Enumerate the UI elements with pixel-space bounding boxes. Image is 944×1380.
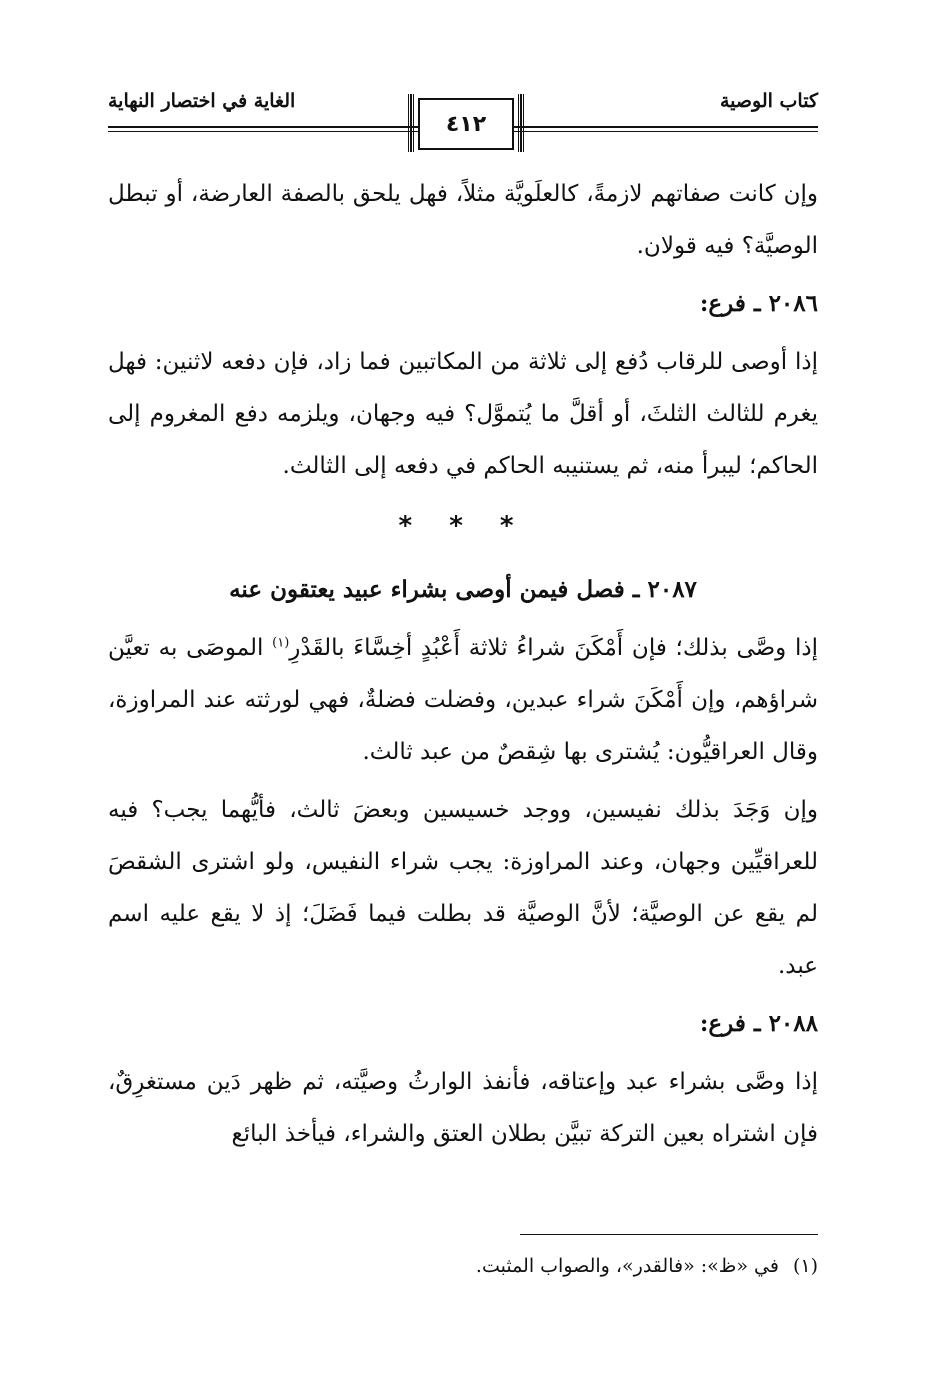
page-header	[108, 84, 818, 154]
footnote-text: في «ظ»: «فالقدر»، والصواب المثبت.	[475, 1255, 779, 1277]
section-title-2087: ٢٠٨٧ ـ فصل فيمن أوصى بشراء عبيد يعتقون عنه	[229, 576, 697, 603]
footnote-separator	[520, 1234, 818, 1235]
footnote	[108, 1250, 818, 1282]
footnote-ref-1: (١)	[272, 635, 290, 651]
subsection-heading-2088: ٢٠٨٨ ـ فرع:	[699, 1010, 818, 1037]
section-separator: * * *	[398, 511, 528, 541]
paragraph-1: وإن كانت صفاتهم لازمةً، كالعلَويَّة مثلاً، فهل يلحق بالصفة العارضة، أو تبطل الوصيَّة؟ فيه قولان.	[108, 181, 818, 259]
paragraph-3	[108, 622, 818, 778]
page-body	[108, 168, 818, 1166]
paragraph-3-start: إذا وصَّى بذلك؛ فإن أَمْكَنَ شراءُ ثلاثة أَعْبُدٍ أخِسَّاءَ بالقَدْرِ	[289, 635, 819, 661]
paragraph-2: إذا أوصى للرقاب دُفع إلى ثلاثة من المكاتبين فما زاد، فإن دفعه لاثنين: فهل يغرم للثالث الثلثَ، أو أقلَّ ما يُتموَّل؟ فيه وجهان، ويلزمه دفع المغروم إلى الحاكم؛ ليبرأ منه، ثم يستنيبه الحاكم في دفعه إلى الثالث.	[108, 349, 818, 479]
book-title: كتاب الوصية	[719, 90, 818, 112]
page-number-frame	[418, 98, 514, 150]
paragraph-3-end: الموصَى به تعيَّن شراؤهم، وإن أَمْكَنَ شراء عبدين، وفضلت فضلةٌ، فهي لورثته عند المراوزة، وقال العراقيُّون: يُشترى بها شِقصٌ من عبد ثالث.	[108, 635, 818, 765]
footnote-number: (١)	[792, 1255, 818, 1277]
work-title: الغاية في اختصار النهاية	[108, 90, 296, 112]
subsection-heading-2086: ٢٠٨٦ ـ فرع:	[699, 290, 818, 317]
paragraph-5: إذا وصَّى بشراء عبد وإعتاقه، فأنفذ الوارثُ وصيَّته، ثم ظهر دَين مستغرِقٌ، فإن اشتراه بعين التركة تبيَّن بطلان العتق والشراء، فيأخذ البائع	[108, 1069, 818, 1147]
paragraph-4: وإن وَجَدَ بذلك نفيسين، ووجد خسيسين وبعضَ ثالث، فأيُّهما يجب؟ فيه للعراقيِّين وجهان، وعند المراوزة: يجب شراء النفيس، ولو اشترى الشقصَ لم يقع عن الوصيَّة؛ لأنَّ الوصيَّة قد بطلت فيما فَضَلَ؛ إذ لا يقع عليه اسم عبد.	[108, 797, 818, 979]
page-number: ٤١٢	[445, 111, 487, 137]
